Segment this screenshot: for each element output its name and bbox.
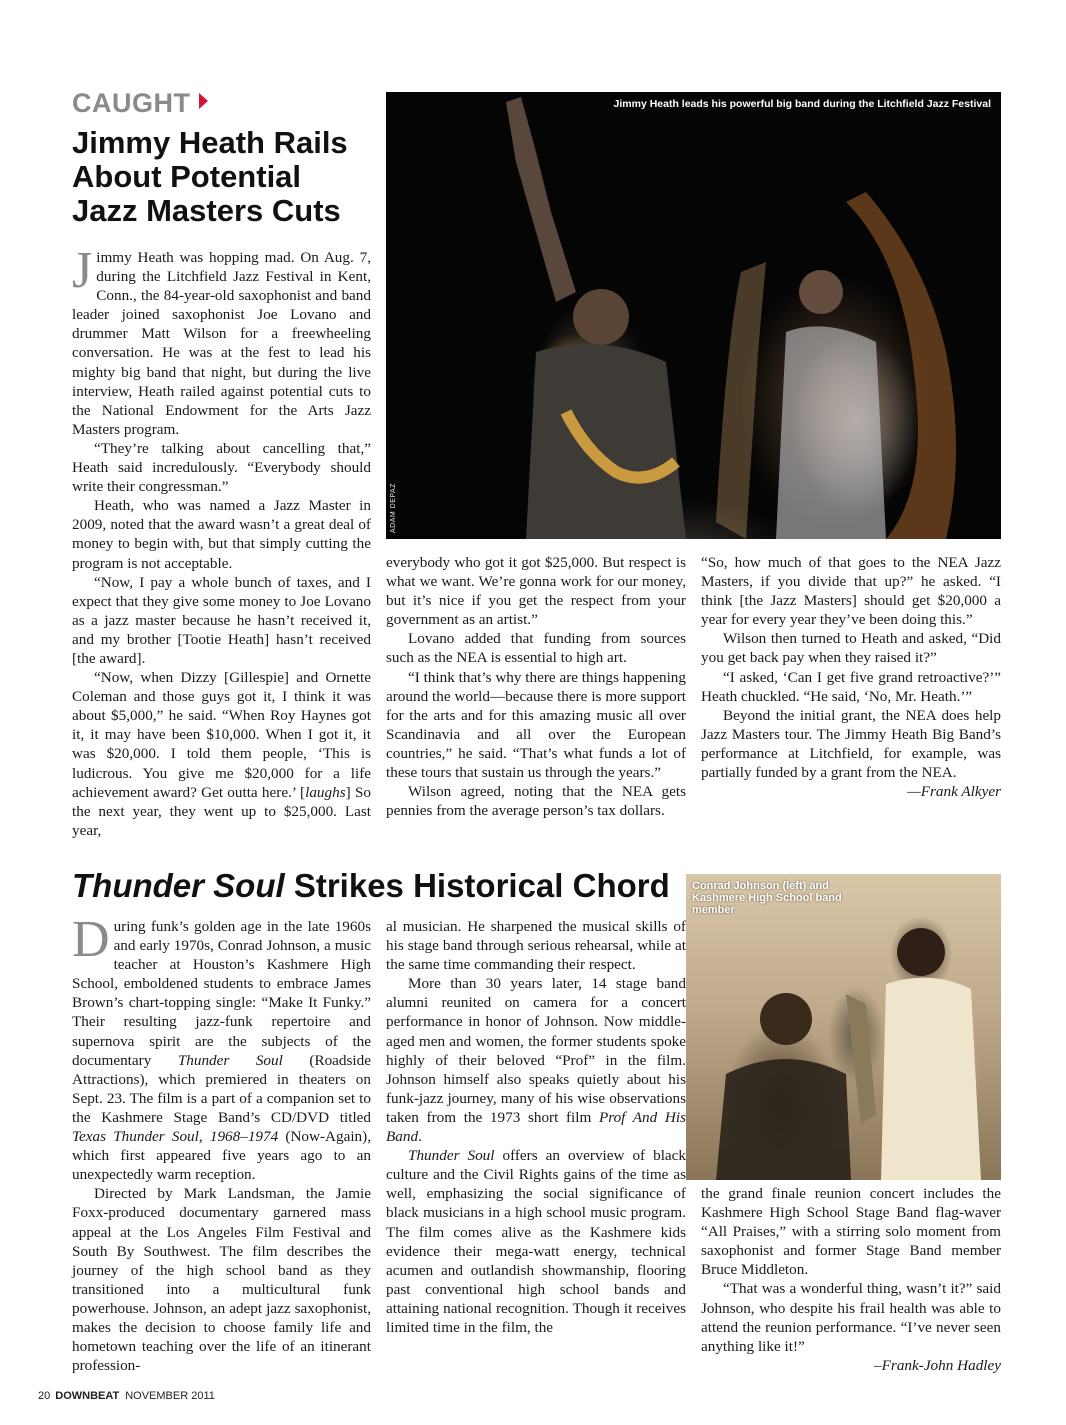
article1-signature: —Frank Alkyer: [907, 783, 1001, 801]
section-kicker: CAUGHT: [72, 88, 208, 119]
article1-paragraph: everybody who got it got $25,000. But respect is what we want. We’re gonna work for our money, but it’s nice if you get the respect from your government as an artist.”: [386, 554, 686, 629]
magazine-name: DOWNBEAT: [55, 1390, 120, 1402]
article2-column-1: [72, 911, 371, 1375]
page-number: 20: [38, 1390, 51, 1402]
article1-column-3: [701, 553, 1001, 801]
article1-paragraph: “They’re talking about cancelling that,” Heath said incredulously. “Everybody should write their congressman.”: [72, 439, 371, 496]
article2-column-3: [701, 1184, 1001, 1375]
drop-cap: J: [72, 242, 93, 299]
article2-paragraph: Directed by Mark Landsman, the Jamie Foxx-produced documentary garnered mass appeal at the Los Angeles Film Festival and South By Southwest. The film describes the journey of the high school band as they transitioned into a multicultural funk powerhouse. Johnson, an adept jazz saxophonist, makes the decision to choose family life and hometown teaching over the life of an itinerant profession-: [72, 1185, 371, 1375]
article1-paragraph: “I asked, ‘Can I get five grand retroactive?’” Heath chuckled. “He said, ‘No, Mr. Heath.’”: [701, 668, 1001, 705]
article2-headline: Thunder Soul Strikes Historical Chord: [72, 867, 670, 904]
article2-paragraph: al musician. He sharpened the musical skills of his stage band through serious rehearsal, while at the same time commanding their respect.: [386, 918, 686, 974]
article2-paragraph: During funk’s golden age in the late 1960s and early 1970s, Conrad Johnson, a music teacher at Houston’s Kashmere High School, emboldened students to embrace James Brown’s chart-topping single: “Make It Funky.” Their resulting jazz-funk repertoire and supernova spirit are the subjects of the documentary Thunder Soul (Roadside Attractions), which premiered in theaters on Sept. 23. The film is a part of a companion set to the Kashmere Stage Band’s CD/DVD titled Texas Thunder Soul, 1968–1974 (Now-Again), which first appeared five years ago to an unexpectedly warm reception.: [72, 911, 371, 1184]
article1-paragraph: Jimmy Heath was hopping mad. On Aug. 7, during the Litchfield Jazz Festival in Kent, Conn., the 84-year-old saxophonist and band leader joined saxophonist Joe Lovano and drummer Matt Wilson for a freewheeling conversation. He was at the fest to lead his mighty big band that night, but during the live interview, Heath railed against potential cuts to the National Endowment for the Arts Jazz Masters program.: [72, 242, 371, 438]
article2-paragraph: “That was a wonderful thing, wasn’t it?” said Johnson, who despite his frail health was able to attend the reunion performance. “I’ve never seen anything like it!”: [701, 1280, 1001, 1355]
article1-paragraph: “So, how much of that goes to the NEA Jazz Masters, if you divide that up?” he asked. “I think [the Jazz Masters] should get $20,000 a year for every year they’ve been doing this.”: [701, 554, 1001, 629]
jimmy-heath-photo: [386, 92, 1001, 539]
article2-paragraph: Thunder Soul offers an overview of black culture and the Civil Rights gains of the time as well, emphasizing the social significance of black musicians in a high school music program. The film comes alive as the Kashmere kids evidence their mega-watt energy, technical acumen and outlandish showmanship, flooring past conventional high school bands and attaining national recognition. Though it receives limited time in the film, the: [386, 1147, 686, 1336]
article1-column-2: [386, 553, 686, 820]
article1-column-1: [72, 242, 371, 840]
article1-paragraph: Wilson agreed, noting that the NEA gets pennies from the average person’s tax dollars.: [386, 783, 686, 820]
article1-paragraph: Heath, who was named a Jazz Master in 2009, noted that the award wasn’t a great deal of money to begin with, but that simply cutting the program is not acceptable.: [72, 497, 371, 572]
article1-paragraph: “Now, when Dizzy [Gillespie] and Ornette Coleman and those guys got it, I think it was about $5,000,” he said. “When Roy Haynes got it, it may have been $10,000. When I got it, it was $20,000. I told them people, ‘This is ludicrous. You give me $20,000 for a life achievement award? Get outta here.’ [laughs] So the next year, they went up to $25,000. Last year,: [72, 669, 371, 839]
issue-date: NOVEMBER 2011: [125, 1390, 215, 1402]
photo-illustration: [386, 92, 1001, 539]
article1-paragraph: “Now, I pay a whole bunch of taxes, and I expect that they give some money to Joe Lovano as a jazz master because he hasn’t received it, and my brother [Tootie Heath] hasn’t received [the award].: [72, 573, 371, 667]
article2-signature: –Frank-John Hadley: [874, 1356, 1001, 1374]
article1-paragraph: Wilson then turned to Heath and asked, “Did you get back pay when they raised it?”: [701, 630, 1001, 667]
article2-paragraph: More than 30 years later, 14 stage band alumni reunited on camera for a concert performance in honor of Johnson. Now middle-aged men and women, the former students spoke highly of their beloved “Prof” in the film. Johnson himself also speaks quietly about his funk-jazz journey, many of his wise observations taken from the 1973 short film Prof And His Band.: [386, 975, 686, 1146]
article1-paragraph: Beyond the initial grant, the NEA does help Jazz Masters tour. The Jimmy Heath Big Band’s performance at Litchfield, for example, was partially funded by a grant from the NEA.: [701, 706, 1001, 782]
arrow-right-icon: [199, 93, 208, 109]
photo-illustration: [686, 874, 1001, 1180]
conrad-johnson-photo: [686, 874, 1001, 1180]
article2-paragraph: the grand finale reunion concert includes the Kashmere High School Stage Band flag-waver “All Praises,” with a stirring solo moment from saxophonist and former Stage Band member Bruce Middleton.: [701, 1185, 1001, 1279]
article1-paragraph: Lovano added that funding from sources such as the NEA is essential to high art.: [386, 630, 686, 667]
drop-cap: D: [72, 911, 110, 968]
photo-caption: Jimmy Heath leads his powerful big band during the Litchfield Jazz Festival: [613, 98, 991, 110]
photo-credit: ADAM DEPAZ: [390, 483, 397, 533]
page-footer: [38, 1390, 215, 1402]
article2-column-2: [386, 917, 686, 1337]
article1-headline: Jimmy Heath Rails About Potential Jazz Masters Cuts: [72, 125, 348, 228]
photo-caption: Conrad Johnson (left) and Kashmere High School band member: [692, 880, 842, 916]
article1-paragraph: “I think that’s why there are things happening around the world—because there is more support for the arts and for this amazing music all over Scandinavia and all over the European countries,” he said. “That’s what funds a lot of these tours that sustain us through the years.”: [386, 668, 686, 782]
